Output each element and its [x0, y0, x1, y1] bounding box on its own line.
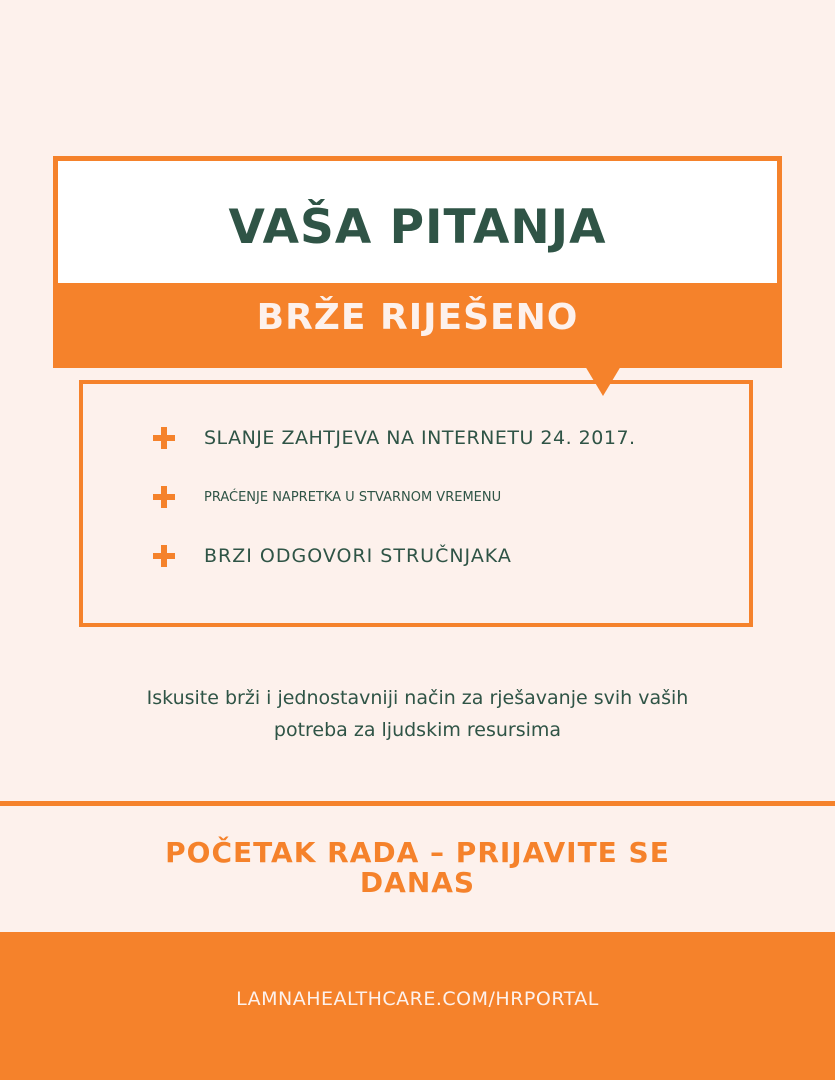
- speech-pointer: [585, 366, 621, 396]
- page-title: VAŠA PITANJA: [228, 200, 607, 255]
- page-subtitle: BRŽE RIJEŠENO: [256, 297, 579, 338]
- header-card: [53, 156, 782, 368]
- intro-paragraph: [0, 682, 835, 746]
- intro-line: potreba za ljudskim resursima: [273, 719, 562, 741]
- feature-label: SLANJE ZAHTJEVA NA INTERNETU 24. 2017.: [204, 427, 636, 449]
- intro-line: Iskusite brži i jednostavniji način za rješavanje svih vaših: [146, 687, 689, 709]
- cta-line: POČETAK RADA – PRIJAVITE SE: [165, 836, 670, 869]
- plus-icon: [153, 427, 175, 449]
- feature-item-expert-answers: [153, 545, 512, 567]
- plus-icon: [153, 486, 175, 508]
- feature-item-online-requests: [153, 427, 636, 449]
- feature-label: BRZI ODGOVORI STRUČNJAKA: [204, 545, 512, 567]
- footer-band: [0, 932, 835, 1080]
- feature-label: PRAĆENJE NAPRETKA U STVARNOM VREMENU: [204, 489, 502, 505]
- call-to-action[interactable]: [110, 838, 725, 898]
- header-band: [53, 283, 782, 368]
- cta-line: DANAS: [359, 866, 476, 899]
- feature-item-progress-tracking: [153, 486, 501, 508]
- plus-icon: [153, 545, 175, 567]
- portal-link[interactable]: LAMNAHEALTHCARE.COM/HRPORTAL: [236, 988, 599, 1010]
- section-divider: [0, 801, 835, 806]
